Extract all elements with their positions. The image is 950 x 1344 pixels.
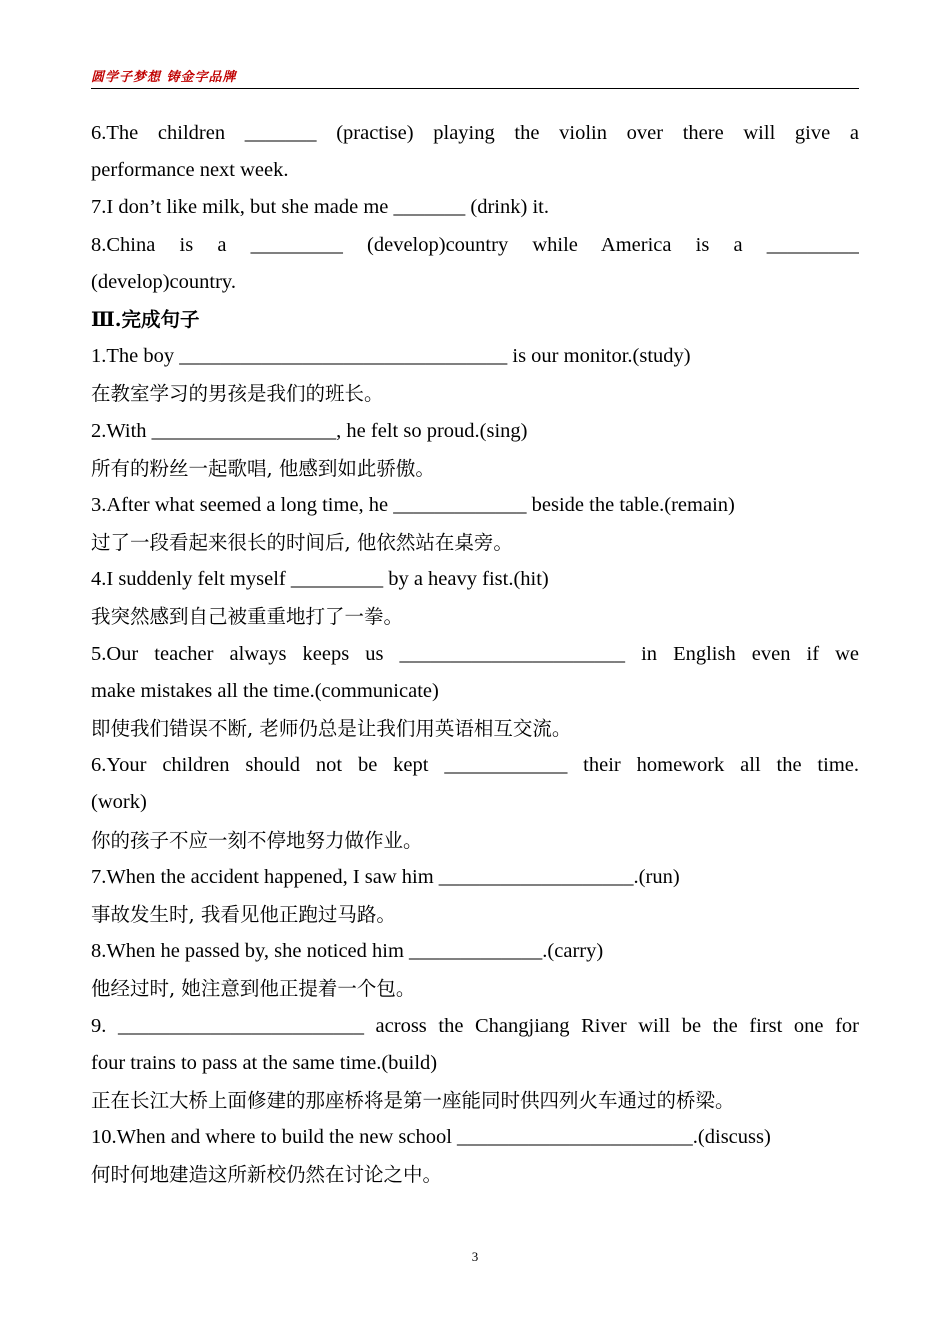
sentence-line: 9. ________________________ across the Changjiang River will be the first one for [91, 1014, 859, 1037]
question-text: (drink) it. [470, 196, 549, 219]
question-line [91, 227, 859, 264]
question-text: 8.China is a [91, 233, 227, 256]
answer-blank: _______ [393, 196, 466, 219]
question-line [91, 115, 859, 152]
question-line: (develop)country. [91, 270, 236, 293]
chinese-translation: 何时何地建造这所新校仍然在讨论之中。 [91, 1163, 443, 1187]
question-line: performance next week. [91, 159, 289, 182]
sentence-item [91, 413, 859, 487]
page-number: 3 [471, 1249, 479, 1264]
sentence-line: 1.The boy ________________________________ is our monitor.(study) [91, 345, 691, 368]
sentence-line: 6.Your children should not be kept ____________ their homework all the time. [91, 754, 859, 777]
sentence-item [91, 933, 859, 1007]
question-text: (develop)country while America is a [367, 233, 743, 256]
sentence-line: 10.When and where to build the new school _______________________.(discuss) [91, 1126, 771, 1149]
sentence-line: 8.When he passed by, she noticed him _____________.(carry) [91, 940, 604, 963]
chinese-translation: 正在长江大桥上面修建的那座桥将是第一座能同时供四列火车通过的桥梁。 [91, 1088, 735, 1112]
chinese-translation: 过了一段看起来很长的时间后, 他依然站在桌旁。 [91, 531, 513, 555]
sentence-item [91, 1008, 859, 1120]
chinese-translation: 你的孩子不应一刻不停地努力做作业。 [91, 828, 423, 852]
sentence-item [91, 338, 859, 412]
question-text: 6.The children [91, 122, 226, 144]
chinese-translation: 事故发生时, 我看见他正跑过马路。 [91, 902, 396, 926]
chinese-translation: 即使我们错误不断, 老师仍总是让我们用英语相互交流。 [91, 717, 572, 740]
sentence-item [91, 561, 859, 635]
sentence-completion-list [91, 338, 859, 1193]
sentence-line: make mistakes all the time.(communicate) [91, 679, 439, 702]
section-title: Ⅲ.完成句子 [91, 307, 200, 331]
answer-blank: _______ [244, 122, 317, 144]
question-text: (practise) playing the violin over there will give a [336, 122, 859, 144]
answer-blank: _________ [766, 233, 859, 256]
sentence-line: 7.When the accident happened, I saw him ___________________.(run) [91, 865, 680, 888]
sentence-line: 5.Our teacher always keeps us ______________________ in English even if we [91, 642, 859, 665]
sentence-line: 4.I suddenly felt myself _________ by a heavy fist.(hit) [91, 568, 549, 591]
sentence-line: 2.With __________________, he felt so proud.(sing) [91, 419, 528, 442]
page-content [91, 115, 859, 1193]
sentence-item [91, 859, 859, 933]
chinese-translation: 在教室学习的男孩是我们的班长。 [91, 382, 384, 406]
answer-blank: _________ [250, 233, 343, 256]
sentence-item [91, 636, 859, 748]
sentence-line: four trains to pass at the same time.(build) [91, 1051, 438, 1074]
sentence-item [91, 1119, 859, 1193]
chinese-translation: 所有的粉丝一起歌唱, 他感到如此骄傲。 [91, 456, 435, 480]
question-line [91, 189, 859, 226]
sentence-line: (work) [91, 791, 147, 814]
chinese-translation: 他经过时, 她注意到他正提着一个包。 [91, 977, 416, 1001]
header-brand-text: 圆学子梦想 铸金字品牌 [91, 70, 237, 85]
sentence-item [91, 747, 859, 859]
page-header [91, 66, 859, 89]
question-text: 7.I don’t like milk, but she made me [91, 196, 389, 219]
sentence-line: 3.After what seemed a long time, he _____________ beside the table.(remain) [91, 493, 735, 516]
sentence-item [91, 487, 859, 561]
chinese-translation: 我突然感到自己被重重地打了一拳。 [91, 605, 404, 629]
